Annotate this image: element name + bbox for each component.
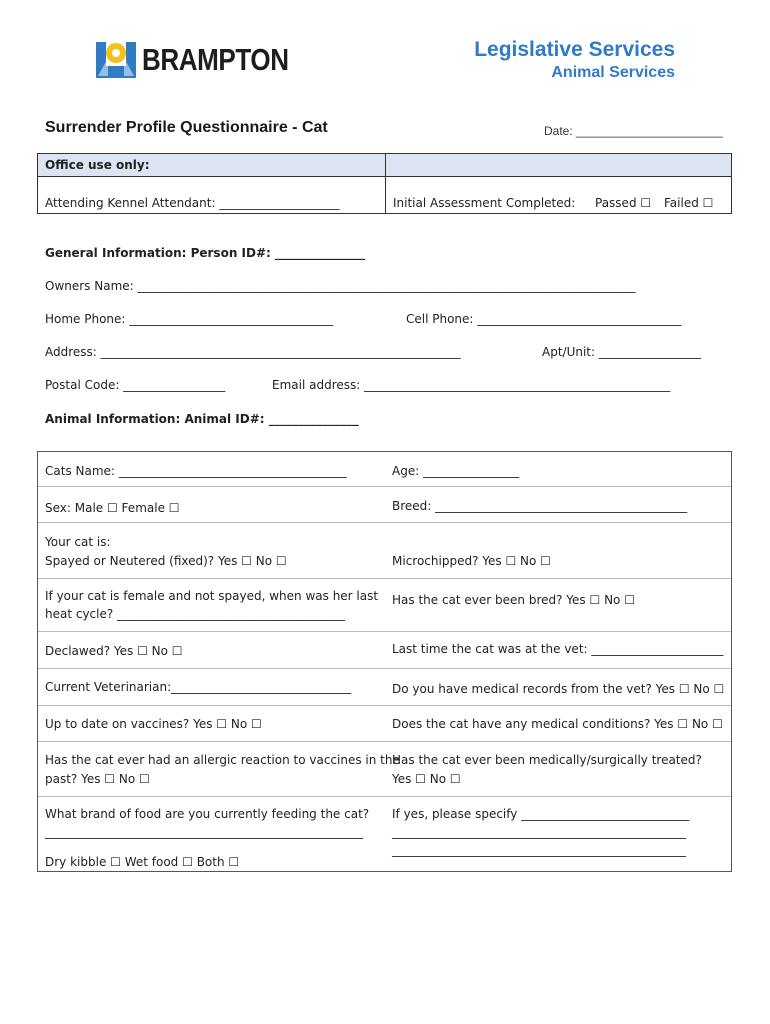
row-separator bbox=[38, 705, 731, 706]
specify-field[interactable]: If yes, please specify ____________________________ bbox=[392, 807, 690, 821]
specify-line-2[interactable]: _________________________________________________ bbox=[392, 843, 686, 857]
female-heat-question: If your cat is female and not spayed, when was her last bbox=[45, 589, 379, 603]
date-field[interactable]: Date: ______________________ bbox=[544, 124, 723, 138]
row-separator bbox=[38, 631, 731, 632]
row-separator bbox=[38, 668, 731, 669]
general-info-heading: General Information: Person ID#: _______________ bbox=[45, 246, 365, 260]
allergic-checkboxes[interactable]: past? Yes ☐ No ☐ bbox=[45, 772, 150, 786]
brampton-flower-icon bbox=[94, 38, 138, 82]
treated-checkboxes[interactable]: Yes ☐ No ☐ bbox=[392, 772, 461, 786]
last-vet-field[interactable]: Last time the cat was at the vet: ______________________ bbox=[392, 642, 724, 656]
address-field[interactable]: Address: ____________________________________________________________ bbox=[45, 345, 461, 359]
row-separator bbox=[38, 796, 731, 797]
food-brand-question: What brand of food are you currently feeding the cat? bbox=[45, 807, 370, 821]
legislative-services-text: Legislative Services bbox=[474, 38, 675, 61]
current-vet-field[interactable]: Current Veterinarian:______________________________ bbox=[45, 680, 352, 694]
passed-checkbox[interactable]: Passed ☐ bbox=[595, 196, 652, 210]
postal-code-field[interactable]: Postal Code: _________________ bbox=[45, 378, 226, 392]
failed-checkbox[interactable]: Failed ☐ bbox=[664, 196, 714, 210]
cats-name-field[interactable]: Cats Name: ______________________________________ bbox=[45, 464, 347, 478]
brampton-logo bbox=[94, 38, 299, 82]
age-field[interactable]: Age: ________________ bbox=[392, 464, 520, 478]
row-separator bbox=[38, 522, 731, 523]
row-separator bbox=[38, 486, 731, 487]
vaccines-checkboxes[interactable]: Up to date on vaccines? Yes ☐ No ☐ bbox=[45, 717, 262, 731]
office-use-heading: Office use only: bbox=[45, 158, 150, 172]
cell-phone-field[interactable]: Cell Phone: __________________________________ bbox=[406, 312, 682, 326]
email-field[interactable]: Email address: ___________________________________________________ bbox=[272, 378, 671, 392]
spayed-checkboxes[interactable]: Spayed or Neutered (fixed)? Yes ☐ No ☐ bbox=[45, 554, 287, 568]
animal-services-text: Animal Services bbox=[551, 64, 675, 81]
row-separator bbox=[38, 578, 731, 579]
form-title: Surrender Profile Questionnaire - Cat bbox=[45, 119, 328, 136]
treated-question: Has the cat ever been medically/surgically treated? bbox=[392, 753, 702, 767]
heat-cycle-field[interactable]: heat cycle? ______________________________________ bbox=[45, 607, 346, 621]
home-phone-field[interactable]: Home Phone: __________________________________ bbox=[45, 312, 334, 326]
your-cat-label: Your cat is: bbox=[45, 535, 111, 549]
microchipped-checkboxes[interactable]: Microchipped? Yes ☐ No ☐ bbox=[392, 554, 551, 568]
department-heading bbox=[474, 38, 675, 84]
kennel-attendant-field[interactable]: Attending Kennel Attendant: ____________________ bbox=[45, 196, 340, 210]
initial-assessment-label: Initial Assessment Completed: bbox=[393, 196, 576, 210]
food-brand-field[interactable]: _____________________________________________________ bbox=[45, 825, 363, 839]
declawed-checkboxes[interactable]: Declawed? Yes ☐ No ☐ bbox=[45, 644, 183, 658]
specify-line-1[interactable]: _________________________________________________ bbox=[392, 825, 686, 839]
breed-field[interactable]: Breed: __________________________________________ bbox=[392, 499, 688, 513]
animal-info-heading: Animal Information: Animal ID#: _______________ bbox=[45, 412, 359, 426]
apt-unit-field[interactable]: Apt/Unit: _________________ bbox=[542, 345, 701, 359]
medical-records-checkboxes[interactable]: Do you have medical records from the vet? Yes ☐ No ☐ bbox=[392, 682, 725, 696]
animal-info-box bbox=[37, 451, 732, 872]
logo-wordmark: BRAMPTON bbox=[142, 42, 289, 77]
row-separator bbox=[38, 741, 731, 742]
conditions-checkboxes[interactable]: Does the cat have any medical conditions? Yes ☐ No ☐ bbox=[392, 717, 723, 731]
office-use-box bbox=[37, 153, 732, 214]
sex-checkboxes[interactable]: Sex: Male ☐ Female ☐ bbox=[45, 501, 180, 515]
owners-name-field[interactable]: Owners Name: ___________________________________________________________________________________ bbox=[45, 279, 636, 293]
bred-checkboxes[interactable]: Has the cat ever been bred? Yes ☐ No ☐ bbox=[392, 593, 635, 607]
allergic-question: Has the cat ever had an allergic reaction to vaccines in the bbox=[45, 753, 400, 767]
food-type-checkboxes[interactable]: Dry kibble ☐ Wet food ☐ Both ☐ bbox=[45, 855, 240, 869]
office-divider bbox=[385, 154, 386, 213]
